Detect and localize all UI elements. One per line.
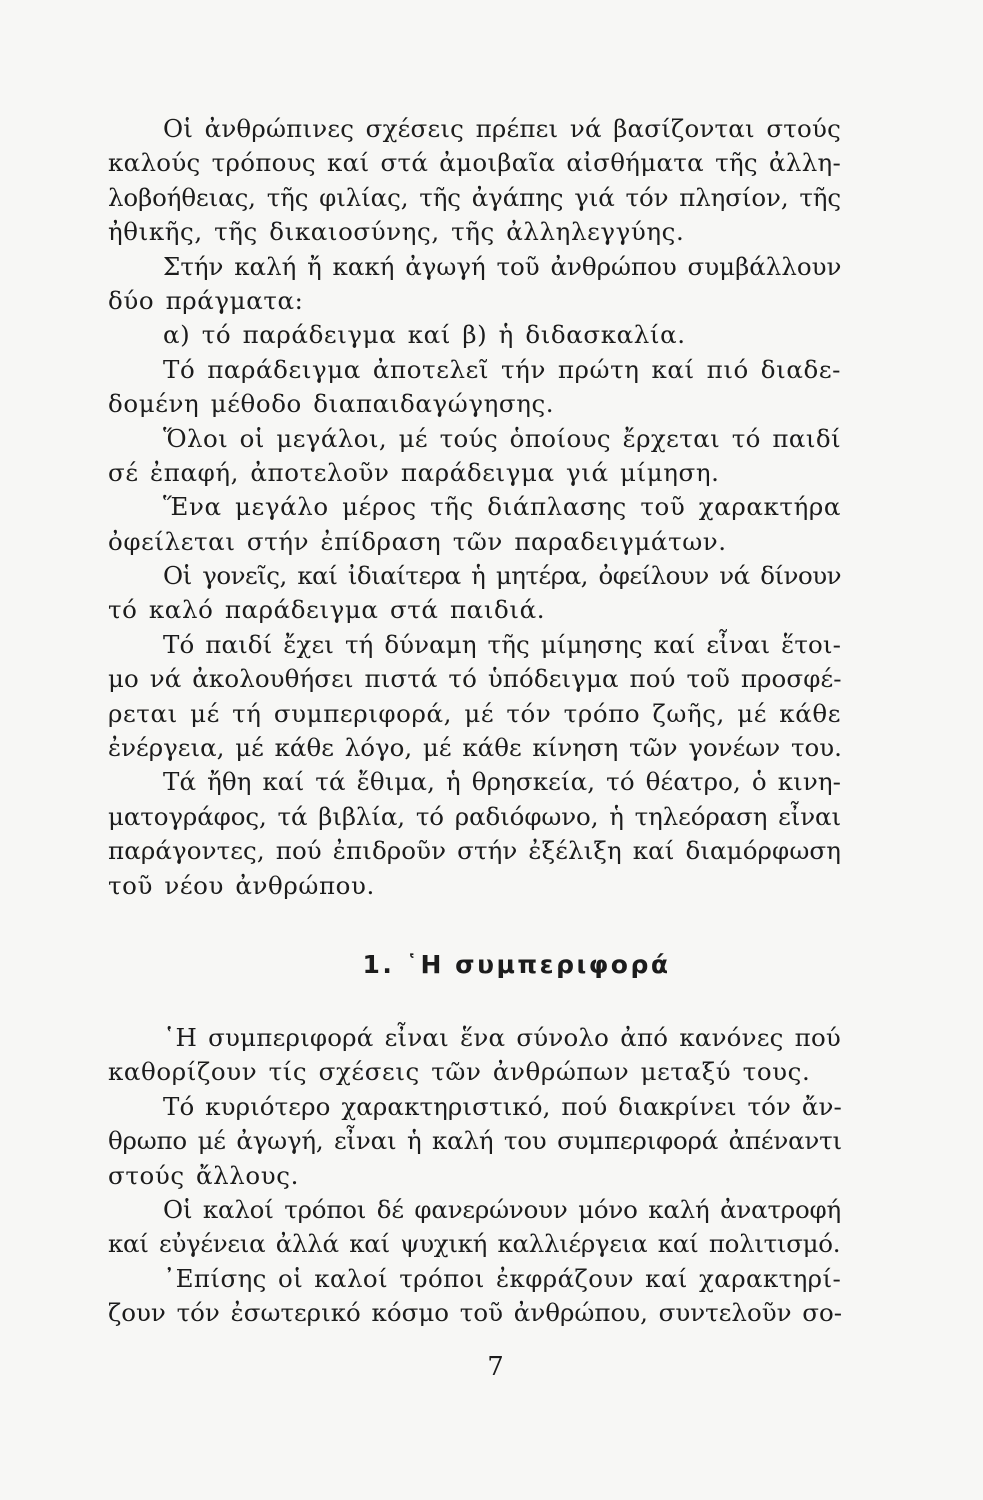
text-line: Ὅλοι οἱ μεγάλοι, μέ τούς ὁποίους ἔρχεται τό παιδί <box>163 423 841 453</box>
text-line: Οἱ ἀνθρώπινες σχέσεις πρέπει νά βασίζονται στούς <box>163 114 841 143</box>
text-line: Ἕνα μεγάλο μέρος τῆς διάπλασης τοῦ χαρακτήρα <box>163 492 841 522</box>
text-line: ᾿Επίσης οἱ καλοί τρόποι ἐκφράζουν καί χαρακτηρί- <box>163 1263 842 1293</box>
text-line: καλούς τρόπους καί στά ἀμοιβαῖα αἰσθήματα τῆς ἀλλη- <box>108 148 842 178</box>
text-line: Στήν καλή ἤ κακή ἀγωγή τοῦ ἀνθρώπου συμβάλλουν <box>163 251 842 281</box>
text-line: τοῦ νέου ἀνθρώπου. <box>108 870 375 900</box>
text-line: Τό παιδί ἔχει τή δύναμη τῆς μίμησης καί εἶναι ἕτοι- <box>163 629 841 659</box>
text-line: παράγοντες, πού ἐπιδροῦν στήν ἐξέλιξη καί διαμόρφωση <box>108 836 841 866</box>
text-line: μο νά ἀκολουθήσει πιστά τό ὑπόδειγμα πού τοῦ προσφέ- <box>108 664 842 694</box>
text-line: τό καλό παράδειγμα στά παιδιά. <box>108 595 546 625</box>
text-line: ῾Η συμπεριφορά εἶναι ἕνα σύνολο ἀπό κανόνες πού <box>163 1023 841 1052</box>
text-line: ἠθικῆς, τῆς δικαιοσύνης, τῆς ἀλληλεγγύης. <box>108 217 685 247</box>
text-line: Τά ἤθη καί τά ἔθιμα, ἡ θρησκεία, τό θέατρο, ὁ κινη- <box>163 767 841 797</box>
body-text-top <box>108 112 841 903</box>
text-line: δομένη μέθοδο διαπαιδαγώγησης. <box>108 389 555 419</box>
text-line: ζουν τόν ἐσωτερικό κόσμο τοῦ ἀνθρώπου, συντελοῦν σο- <box>108 1298 843 1328</box>
page-number: 7 <box>487 1352 504 1382</box>
text-line: ὀφείλεται στήν ἐπίδραση τῶν παραδειγμάτων. <box>108 526 727 556</box>
text-line: ρεται μέ τή συμπεριφορά, μέ τόν τρόπο ζωῆς, μέ κάθε <box>108 698 841 728</box>
text-line: Οἱ γονεῖς, καί ἰδιαίτερα ἡ μητέρα, ὀφείλουν νά δίνουν <box>163 561 841 591</box>
text-line: δύο πράγματα: <box>108 285 304 315</box>
text-line: στούς ἄλλους. <box>108 1160 299 1190</box>
text-line: ματογράφος, τά βιβλία, τό ραδιόφωνο, ἡ τηλεόραση εἶναι <box>108 801 841 831</box>
section-heading: 1. ῾Η συμπεριφορά <box>362 950 671 979</box>
body-text-bottom <box>108 1021 841 1331</box>
text-line: Οἱ καλοί τρόποι δέ φανερώνουν μόνο καλή ἀνατροφή <box>163 1194 841 1224</box>
text-line: καθορίζουν τίς σχέσεις τῶν ἀνθρώπων μεταξύ τους. <box>108 1057 811 1087</box>
text-line: λοβοήθειας, τῆς φιλίας, τῆς ἀγάπης γιά τόν πλησίον, τῆς <box>108 182 841 212</box>
text-line: Τό κυριότερο χαρακτηριστικό, πού διακρίνει τόν ἄν- <box>163 1091 842 1121</box>
text-line: Τό παράδειγμα ἀποτελεῖ τήν πρώτη καί πιό διαδε- <box>163 354 841 384</box>
text-line: θρωπο μέ ἀγωγή, εἶναι ἡ καλή του συμπεριφορά ἀπέναντι <box>108 1126 842 1156</box>
text-line: α) τό παράδειγμα καί β) ἡ διδασκαλία. <box>163 320 686 350</box>
text-line: καί εὐγένεια ἀλλά καί ψυχική καλλιέργεια καί πολιτισμό. <box>108 1229 841 1259</box>
text-line: ἐνέργεια, μέ κάθε λόγο, μέ κάθε κίνηση τῶν γονέων του. <box>108 733 842 763</box>
text-line: σέ ἐπαφή, ἀποτελοῦν παράδειγμα γιά μίμηση. <box>108 457 720 487</box>
